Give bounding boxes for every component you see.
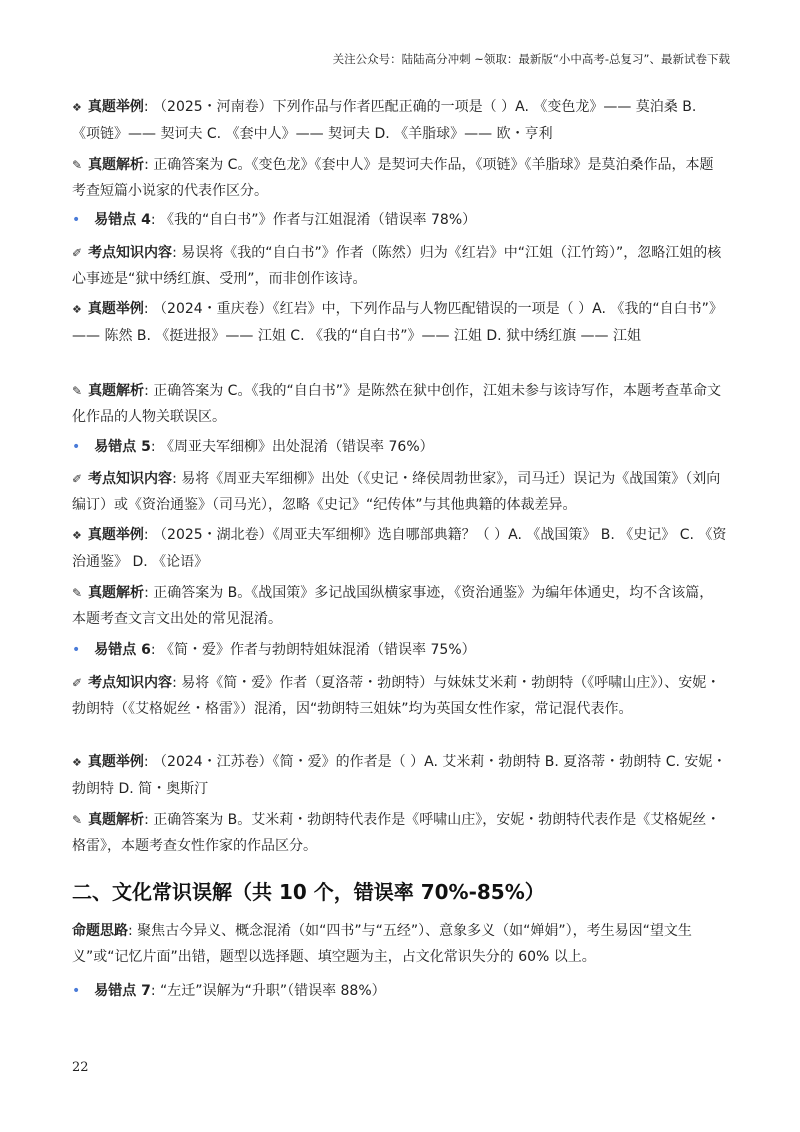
exam-example: ❖ 真题举例: （2024・江苏卷）《简・爱》的作者是（ ）A. 艾米莉・勃朗特 B. 夏洛蒂・勃朗特 C. 安妮・勃朗特 D. 简・奥斯汀: [72, 749, 727, 802]
diamond-icon: ❖: [72, 101, 82, 114]
bullet-icon: •: [72, 642, 81, 658]
error-point: • 易错点 4: 《我的“自白书”》作者与江姐混淆（错误率 78%）: [72, 212, 477, 228]
bullet-icon: •: [72, 983, 81, 999]
pencil-icon: ✎: [72, 586, 83, 600]
proposition-idea: 命题思路: 聚焦古今异义、概念混淆（如“四书”与“五经”）、意象多义（如“婵娟”），考生易因“望文生义”或“记忆片面”出错，题型以选择题、填空题为主，占文化常识失分的 60% 以上。: [72, 923, 692, 965]
page-header: 关注公众号：陆陆高分冲刺 ~领取：最新版“小中高考-总复习”、最新试卷下载: [332, 52, 730, 66]
error-point: • 易错点 5: 《周亚夫军细柳》出处混淆（错误率 76%）: [72, 439, 434, 455]
pencil-icon: ✎: [72, 813, 83, 827]
exam-analysis: ✎ 真题解析: 正确答案为 B。《战国策》多记战国纵横家事迹，《资治通鉴》为编年体通史，均不含该篇，本题考查文言文出处的常见混淆。: [72, 580, 727, 632]
bullet-icon: •: [72, 439, 81, 455]
diamond-icon: ❖: [72, 529, 82, 542]
pencil-icon: ✎: [72, 384, 83, 398]
section-heading: 二、文化常识误解（共 10 个，错误率 70%-85%）: [72, 880, 545, 904]
exam-analysis: ✎ 真题解析: 正确答案为 B。艾米莉・勃朗特代表作是《呼啸山庄》，安妮・勃朗特代表作是《艾格妮丝・格雷》，本题考查女性作家的作品区分。: [72, 807, 727, 859]
exam-example: ❖ 真题举例: （2025・河南卷）下列作品与作者匹配正确的一项是（ ）A. 《变色龙》—— 莫泊桑 B. 《项链》—— 契诃夫 C. 《套中人》—— 契诃夫 D. 《羊脂球》—— 欧・亨利: [72, 94, 727, 147]
exam-example: ❖ 真题举例: （2024・重庆卷）《红岩》中，下列作品与人物匹配错误的一项是（ ）A. 《我的“自白书”》—— 陈然 B. 《挺进报》—— 江姐 C. 《我的“自白书”》—— 江姐 D. 狱中绣红旗 —— 江姐: [72, 296, 727, 349]
exam-example: ❖ 真题举例: （2025・湖北卷）《周亚夫军细柳》选自哪部典籍？（ ）A. 《战国策》 B. 《史记》 C. 《资治通鉴》 D. 《论语》: [72, 522, 727, 575]
pen-icon: ✐: [72, 246, 83, 260]
knowledge-content: ✐ 考点知识内容: 易将《周亚夫军细柳》出处（《史记・绛侯周勃世家》，司马迁）误记为《战国策》（刘向编订）或《资治通鉴》（司马光），忽略《史记》“纪传体”与其他典籍的体裁差异。: [72, 466, 727, 518]
bullet-icon: •: [72, 212, 81, 228]
diamond-icon: ❖: [72, 303, 82, 316]
page-number: 22: [72, 1060, 89, 1075]
knowledge-content: ✐ 考点知识内容: 易误将《我的“自白书”》作者（陈然）归为《红岩》中“江姐（江竹筠）”，忽略江姐的核心事迹是“狱中绣红旗、受刑”，而非创作该诗。: [72, 240, 727, 292]
exam-analysis: ✎ 真题解析: 正确答案为 C。《我的“自白书”》是陈然在狱中创作，江姐未参与该诗写作，本题考查革命文化作品的人物关联误区。: [72, 378, 727, 430]
error-point: • 易错点 7: “左迁”误解为“升职”（错误率 88%）: [72, 983, 386, 999]
exam-analysis: ✎ 真题解析: 正确答案为 C。《变色龙》《套中人》是契诃夫作品，《项链》《羊脂球》是莫泊桑作品，本题考查短篇小说家的代表作区分。: [72, 152, 727, 204]
pen-icon: ✐: [72, 676, 83, 690]
diamond-icon: ❖: [72, 756, 82, 769]
pen-icon: ✐: [72, 472, 83, 486]
pencil-icon: ✎: [72, 158, 83, 172]
knowledge-content: ✐ 考点知识内容: 易将《简・爱》作者（夏洛蒂・勃朗特）与妹妹艾米莉・勃朗特（《呼啸山庄》）、安妮・勃朗特（《艾格妮丝・格雷》）混淆，因“勃朗特三姐妹”均为英国女性作家，常记混代表作。: [72, 670, 727, 722]
error-point: • 易错点 6: 《简・爱》作者与勃朗特姐妹混淆（错误率 75%）: [72, 642, 476, 658]
